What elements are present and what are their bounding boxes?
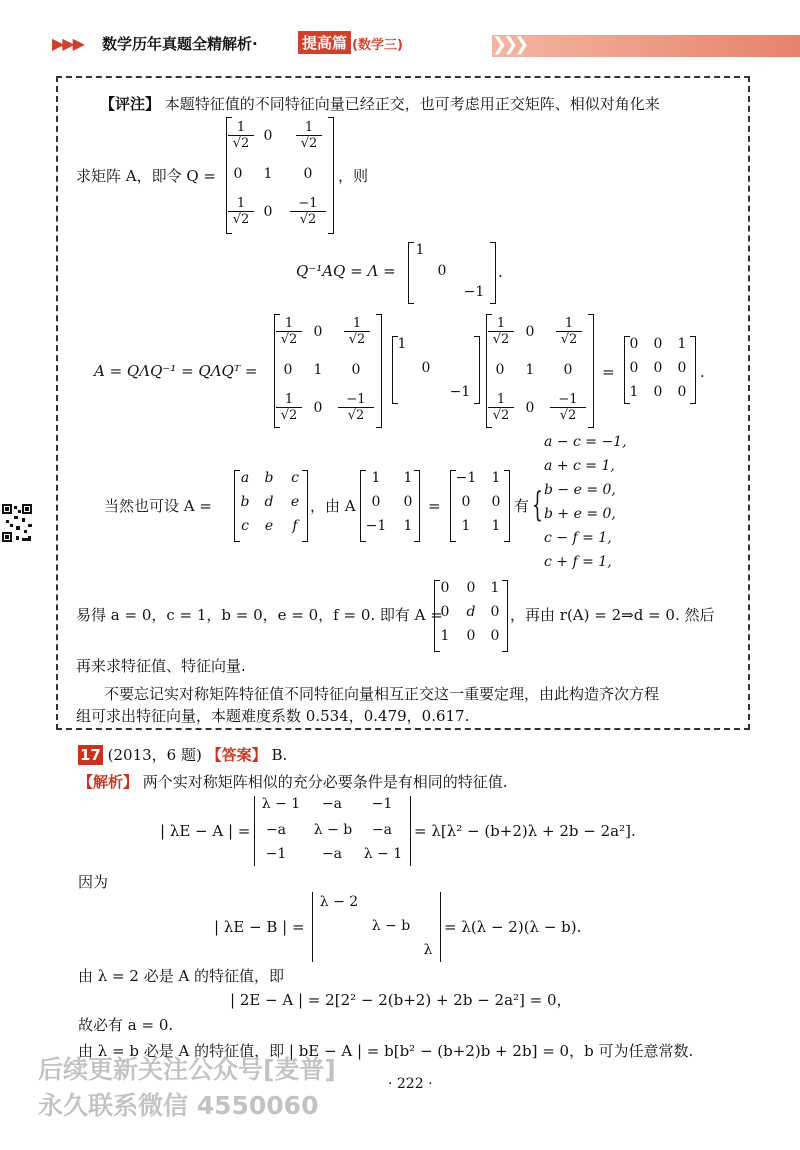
matrix-entry: e bbox=[290, 494, 300, 510]
matrix-entry: 0 bbox=[440, 604, 450, 620]
matrix-entry: 0 bbox=[563, 362, 573, 378]
matrix-entry: 0 bbox=[263, 128, 273, 144]
matrix-entry: 0 bbox=[653, 336, 663, 352]
solution-line1: 由 λ = 2 必是 A 的特征值，即 bbox=[78, 967, 285, 985]
matrix-entry: 0 bbox=[677, 360, 687, 376]
matrix-entry: −1 √2 bbox=[550, 392, 586, 423]
problem-source: (2013，6 题) bbox=[107, 746, 202, 764]
equals-sign: = bbox=[602, 363, 615, 381]
system-eq: c − f = 1, bbox=[544, 530, 612, 546]
matrix-entry: 0 bbox=[313, 324, 323, 340]
matrix-entry: 0 bbox=[440, 580, 450, 596]
matrix-bracket bbox=[474, 336, 480, 404]
det-entry: λ bbox=[423, 942, 433, 958]
remark-line7: 组可求出特征向量，本题难度系数 0.534，0.479，0.617. bbox=[76, 707, 470, 725]
matrix-entry: 1 √2 bbox=[488, 392, 514, 423]
matrix-entry: 0 bbox=[490, 604, 500, 620]
det-bar bbox=[254, 796, 255, 866]
matrix-entry: −1 √2 bbox=[338, 392, 374, 423]
det2-left: | λE − B | = bbox=[214, 918, 305, 936]
matrix-entry: 0 bbox=[466, 580, 476, 596]
det-entry: λ − 1 bbox=[261, 796, 301, 812]
matrix-bracket bbox=[302, 470, 308, 542]
matrix-entry: 0 bbox=[525, 400, 535, 416]
matrix-bracket bbox=[328, 117, 334, 234]
matrix-entry: f bbox=[292, 518, 298, 534]
matrix-entry: 0 bbox=[313, 400, 323, 416]
matrix-entry: 0 bbox=[303, 166, 313, 182]
matrix-entry: 1 √2 bbox=[556, 316, 582, 347]
det-entry: λ − b bbox=[371, 918, 411, 934]
matrix-entry: −1 bbox=[463, 284, 485, 300]
matrix-entry: 0 bbox=[466, 628, 476, 644]
matrix-entry: 0 bbox=[490, 628, 500, 644]
matrix-bracket bbox=[588, 314, 594, 428]
det1-left: | λE − A | = bbox=[160, 822, 251, 840]
matrix-bracket bbox=[490, 242, 496, 304]
det-entry: −a bbox=[321, 796, 343, 812]
matrix-entry: 1 √2 bbox=[488, 316, 514, 347]
det-bar bbox=[410, 796, 411, 866]
eq2-left: A = QΛQ⁻¹ = QΛQᵀ = bbox=[94, 362, 258, 380]
det-bar bbox=[312, 892, 313, 962]
matrix-entry: −1 √2 bbox=[290, 196, 326, 227]
remark-line2b: ，则 bbox=[338, 167, 369, 185]
matrix-entry: 1 bbox=[415, 242, 425, 258]
matrix-entry: 0 bbox=[491, 494, 501, 510]
det1-right: = λ[λ² − (b+2)λ + 2b − 2a²]. bbox=[414, 822, 636, 840]
matrix-bracket bbox=[414, 470, 420, 542]
matrix-entry: −1 bbox=[365, 518, 387, 534]
matrix-entry: 0 bbox=[525, 324, 535, 340]
det-entry: −1 bbox=[265, 846, 287, 862]
matrix-bracket bbox=[376, 314, 382, 428]
matrix-entry: 1 bbox=[525, 362, 535, 378]
header-badge: 提高篇 bbox=[298, 31, 351, 54]
system-eq: c + f = 1, bbox=[544, 554, 612, 570]
header-decor-bar bbox=[492, 35, 800, 57]
header-title: 数学历年真题全精解析· bbox=[102, 35, 258, 53]
matrix-entry: −1 bbox=[455, 470, 477, 486]
det2-right: = λ(λ − 2)(λ − b). bbox=[444, 918, 582, 936]
system-eq: b − e = 0, bbox=[544, 482, 616, 498]
analysis-line bbox=[78, 772, 508, 792]
header-subtitle: (数学三) bbox=[352, 38, 403, 53]
matrix-entry: 1 bbox=[491, 518, 501, 534]
matrix-entry: 1 bbox=[397, 336, 407, 352]
watermark-line2: 永久联系微信 4550060 bbox=[38, 1091, 319, 1120]
matrix-entry: 1 bbox=[403, 470, 413, 486]
answer-tag: 【答案】 bbox=[206, 746, 267, 764]
matrix-entry: b bbox=[264, 470, 274, 486]
matrix-entry: d bbox=[466, 604, 476, 620]
matrix-entry: 1 √2 bbox=[344, 316, 370, 347]
matrix-entry: 0 bbox=[421, 360, 431, 376]
page-number: · 222 · bbox=[388, 1076, 433, 1092]
matrix-entry: 0 bbox=[653, 360, 663, 376]
solution-line4: 由 λ = b 必是 A 的特征值，即 | bE − A | = b[b² − (b+2)b + 2b] = 0，b 可为任意常数. bbox=[78, 1042, 694, 1060]
det-bar bbox=[440, 892, 441, 962]
matrix-entry: −1 bbox=[449, 384, 471, 400]
period: . bbox=[498, 263, 503, 281]
matrix-entry: d bbox=[264, 494, 274, 510]
system-eq: b + e = 0, bbox=[544, 506, 616, 522]
matrix-entry: 1 √2 bbox=[296, 120, 322, 151]
eq1-left: Q⁻¹AQ = Λ = bbox=[296, 262, 396, 280]
det-entry: λ − 1 bbox=[363, 846, 403, 862]
period: . bbox=[700, 363, 705, 381]
matrix-entry: b bbox=[240, 494, 250, 510]
analysis-tag: 【解析】 bbox=[78, 773, 139, 791]
because-text: 因为 bbox=[78, 873, 109, 891]
remark-line5: 再来求特征值、特征向量. bbox=[76, 657, 246, 675]
eq3-mid: ，由 A bbox=[310, 497, 356, 515]
matrix-bracket bbox=[502, 580, 508, 652]
analysis-text: 两个实对称矩阵相似的充分必要条件是有相同的特征值. bbox=[142, 773, 508, 791]
matrix-entry: c bbox=[241, 518, 249, 534]
remark-line4a: 易得 a = 0，c = 1，b = 0，e = 0，f = 0. 即有 A = bbox=[76, 606, 443, 624]
det-entry: λ − b bbox=[313, 822, 353, 838]
remark-line4b: ，再由 r(A) = 2⇒d = 0. 然后 bbox=[510, 606, 715, 624]
matrix-entry: 1 bbox=[263, 166, 273, 182]
matrix-entry: 0 bbox=[629, 360, 639, 376]
matrix-bracket bbox=[504, 470, 510, 542]
solution-line2: | 2E − A | = 2[2² − 2(b+2) + 2b − 2a²] = 0， bbox=[230, 991, 572, 1009]
matrix-entry: 0 bbox=[653, 384, 663, 400]
system-eq: a + c = 1, bbox=[544, 458, 615, 474]
matrix-entry: 0 bbox=[371, 494, 381, 510]
det-entry: −a bbox=[265, 822, 287, 838]
matrix-entry: 1 √2 bbox=[228, 120, 254, 151]
remark-line2a: 求矩阵 A，即令 Q = bbox=[76, 167, 217, 185]
problem-number: 17 bbox=[80, 746, 101, 764]
matrix-entry: 0 bbox=[283, 362, 293, 378]
answer-value: B. bbox=[271, 746, 288, 764]
matrix-entry: 1 √2 bbox=[228, 196, 254, 227]
matrix-entry: 0 bbox=[677, 384, 687, 400]
matrix-entry: 0 bbox=[403, 494, 413, 510]
matrix-entry: 1 bbox=[461, 518, 471, 534]
remark-line1 bbox=[100, 94, 660, 114]
det-entry: −a bbox=[321, 846, 343, 862]
matrix-entry: c bbox=[291, 470, 299, 486]
matrix-entry: 1 bbox=[313, 362, 323, 378]
eq3-left: 当然也可设 A = bbox=[104, 497, 212, 515]
matrix-entry: 0 bbox=[495, 362, 505, 378]
header-chevron-icon: ❯❯❯ bbox=[492, 34, 526, 55]
det-entry: λ − 2 bbox=[319, 894, 359, 910]
matrix-entry: 1 √2 bbox=[276, 316, 302, 347]
remark-line6: 不要忘记实对称矩阵特征值不同特征向量相互正交这一重要定理，由此构造齐次方程 bbox=[104, 685, 660, 703]
remark-tag: 【评注】 bbox=[100, 95, 161, 113]
matrix-bracket bbox=[690, 336, 696, 404]
matrix-entry: 0 bbox=[233, 166, 243, 182]
matrix-entry: 1 bbox=[403, 518, 413, 534]
matrix-entry: 1 bbox=[677, 336, 687, 352]
matrix-entry: 1 bbox=[491, 470, 501, 486]
matrix-entry: 0 bbox=[629, 336, 639, 352]
qr-code-icon bbox=[0, 500, 34, 546]
matrix-entry: a bbox=[240, 470, 250, 486]
solution-line3: 故必有 a = 0. bbox=[78, 1016, 174, 1034]
matrix-entry: 0 bbox=[461, 494, 471, 510]
remark-line1-text: 本题特征值的不同特征向量已经正交，也可考虑用正交矩阵、相似对角化来 bbox=[164, 95, 660, 113]
system-eq: a − c = −1, bbox=[544, 434, 627, 450]
matrix-entry: 1 bbox=[440, 628, 450, 644]
matrix-entry: 1 bbox=[490, 580, 500, 596]
det-entry: −1 bbox=[371, 796, 393, 812]
page-header bbox=[0, 0, 800, 62]
matrix-entry: 0 bbox=[263, 204, 273, 220]
header-arrows-icon: ▶▶▶ bbox=[52, 34, 83, 53]
matrix-entry: 1 bbox=[371, 470, 381, 486]
matrix-entry: 0 bbox=[437, 263, 447, 279]
watermark-line1: 后续更新关注公众号[麦普] bbox=[38, 1055, 336, 1084]
matrix-entry: e bbox=[264, 518, 274, 534]
matrix-entry: 1 √2 bbox=[276, 392, 302, 423]
det-entry: −a bbox=[371, 822, 393, 838]
equals-sign: = bbox=[428, 497, 441, 515]
matrix-entry: 1 bbox=[629, 384, 639, 400]
problem-header bbox=[78, 745, 287, 765]
system-brace: { bbox=[532, 485, 543, 525]
matrix-entry: 0 bbox=[351, 362, 361, 378]
eq3-have: 有 bbox=[514, 497, 530, 515]
